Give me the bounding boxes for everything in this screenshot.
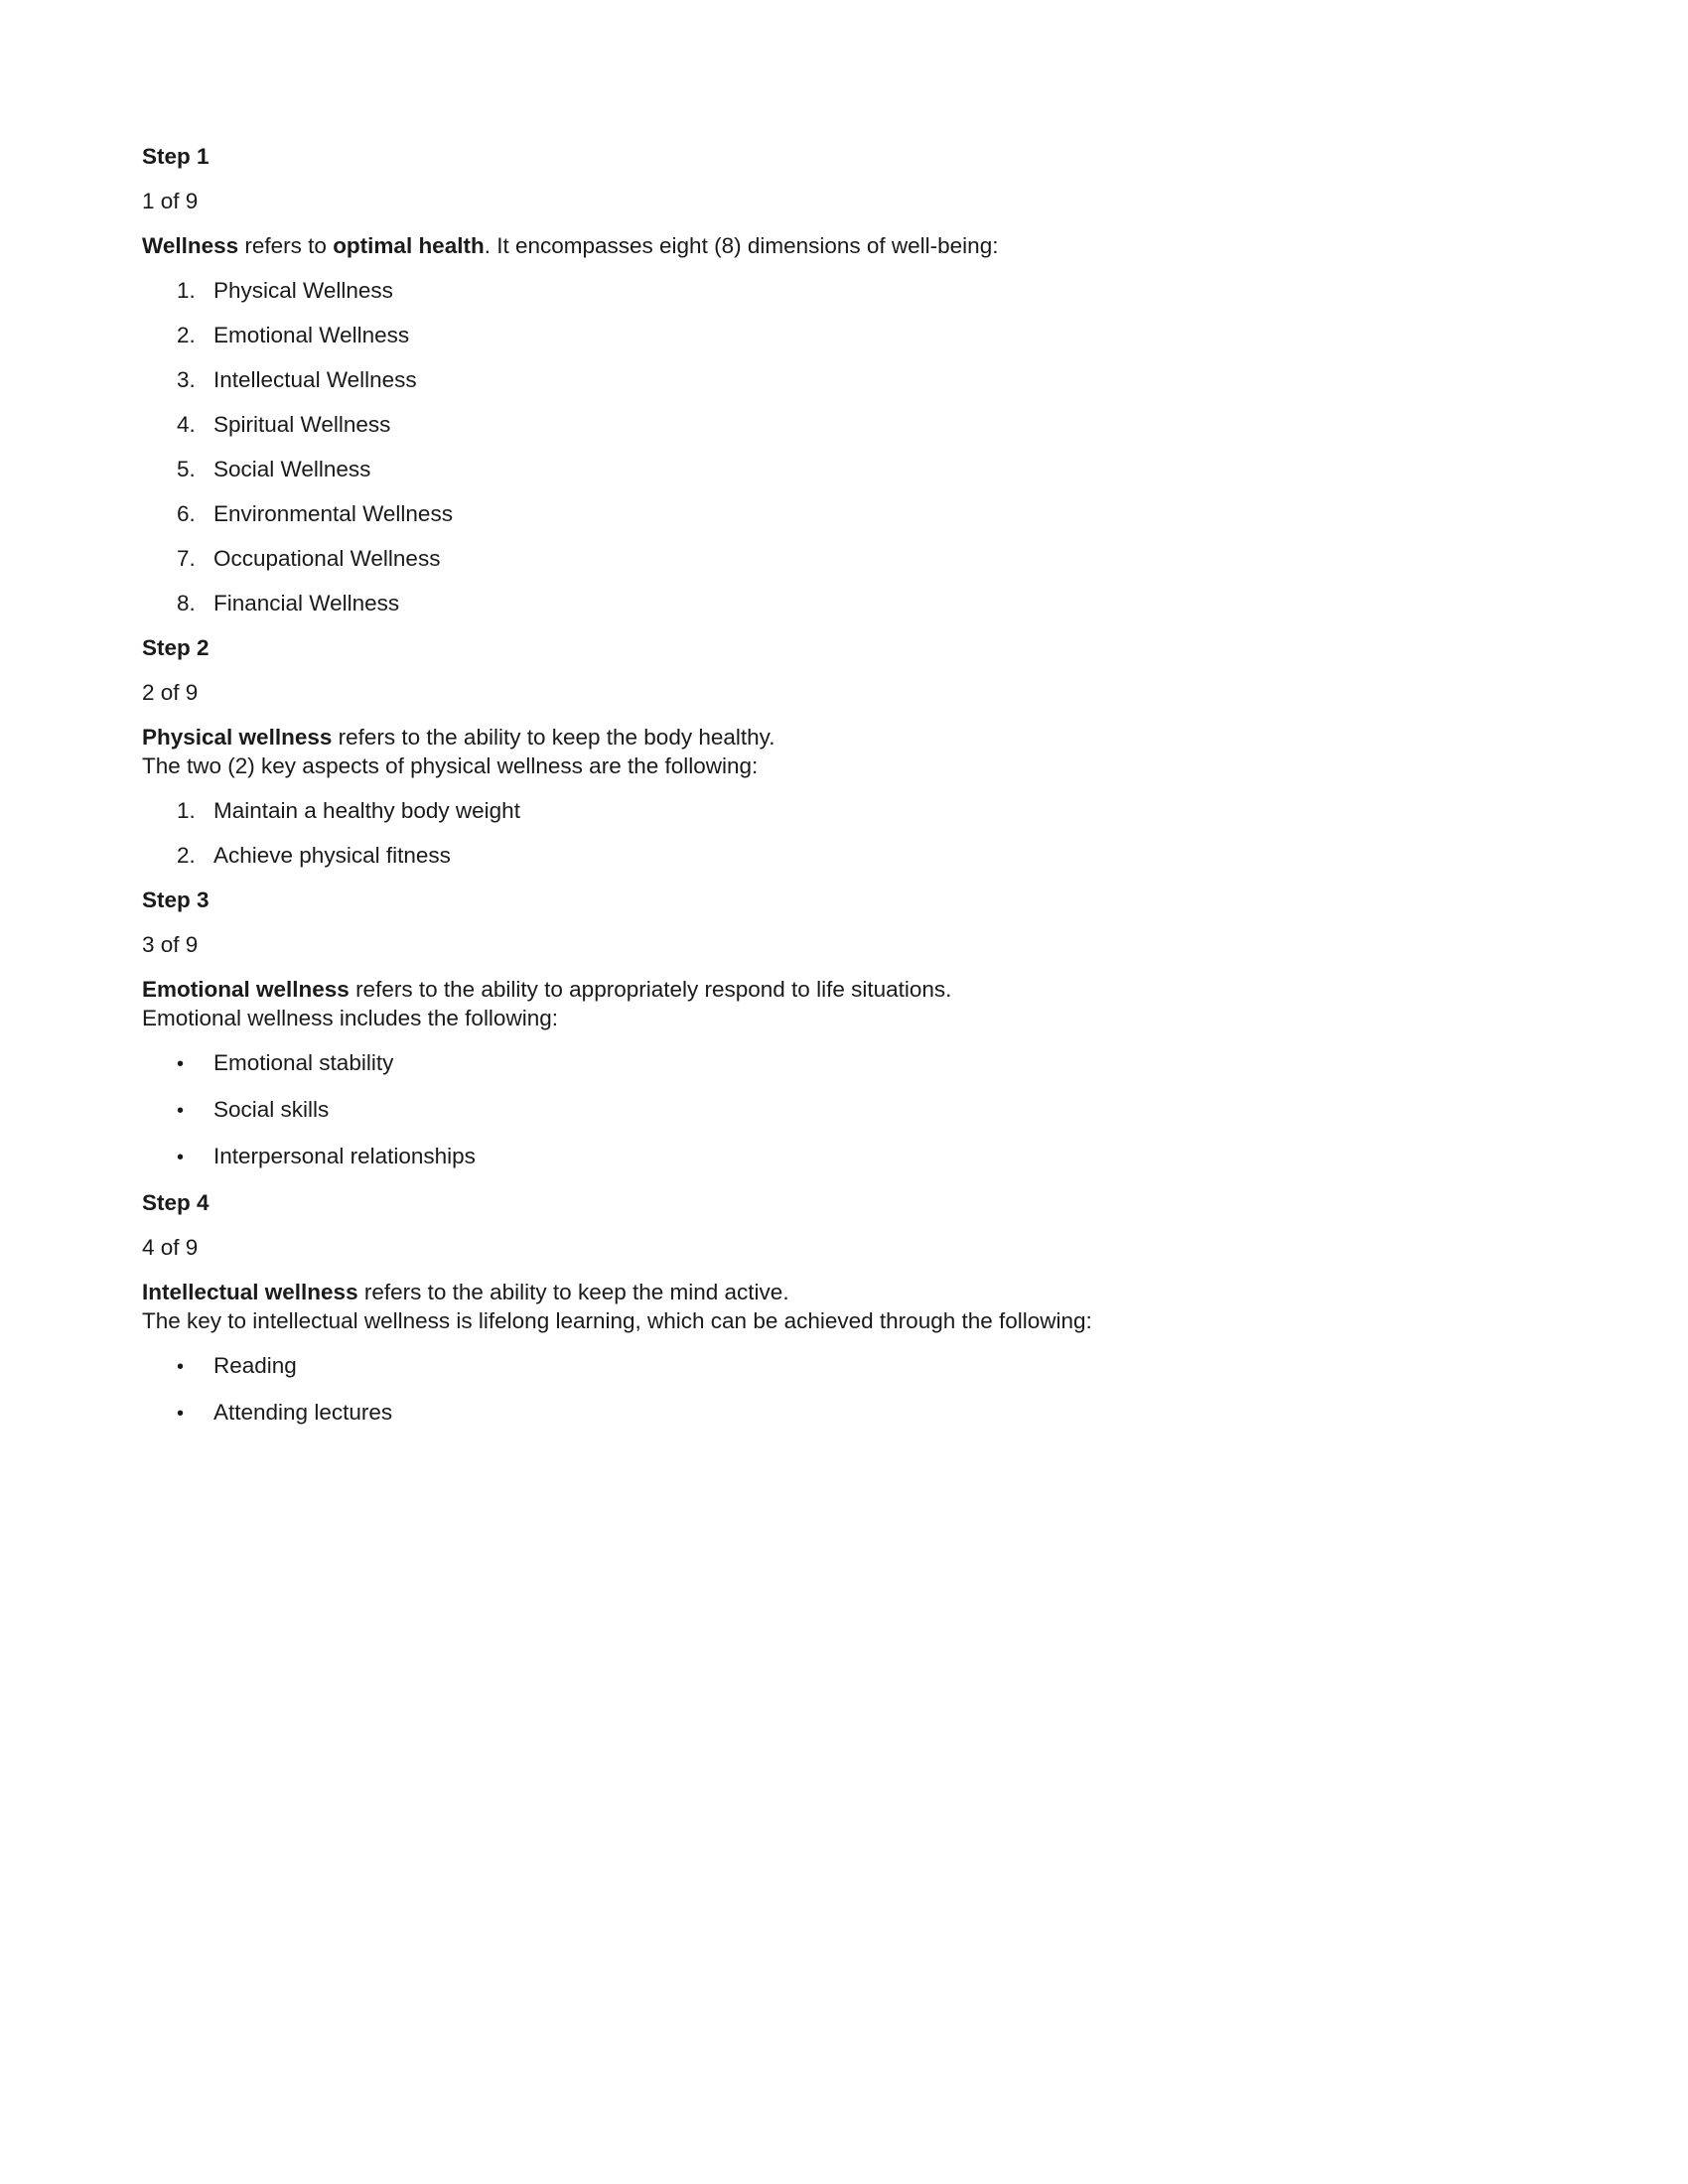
- page-indicator: 1 of 9: [142, 189, 199, 213]
- section-paragraph: [142, 231, 1529, 260]
- text-run: . It encompasses eight (8) dimensions of well-being:: [484, 233, 999, 258]
- section-paragraph: [142, 1278, 1529, 1335]
- list-item-text: Physical Wellness: [213, 278, 393, 303]
- paragraph-line: [142, 975, 1529, 1004]
- list-item-text: Emotional Wellness: [213, 323, 410, 347]
- list-item-text: Social Wellness: [213, 457, 371, 481]
- section-step-1: [142, 142, 1529, 617]
- text-run: refers to the ability to keep the mind active.: [357, 1280, 789, 1304]
- number-marker: 5.: [177, 457, 196, 481]
- bold-text-run: Physical wellness: [142, 725, 333, 750]
- text-run: refers to: [238, 233, 334, 258]
- list-item-text: Maintain a healthy body weight: [213, 798, 520, 823]
- list-item-text: Reading: [213, 1353, 297, 1378]
- list-item: [142, 1398, 1529, 1429]
- list-item: [142, 410, 1529, 439]
- text-run: The two (2) key aspects of physical wellness are the following:: [142, 753, 759, 778]
- list-item: [142, 321, 1529, 349]
- bullet-marker: •: [177, 1053, 185, 1075]
- text-run: The key to intellectual wellness is lifelong learning, which can be achieved through the following:: [142, 1308, 1092, 1333]
- bold-text-run: Emotional wellness: [142, 977, 350, 1002]
- list-item: [142, 589, 1529, 617]
- bullet-marker: •: [177, 1403, 185, 1425]
- list-item-text: Social skills: [213, 1097, 330, 1122]
- number-marker: 2.: [177, 843, 196, 868]
- section-list: [142, 796, 1529, 870]
- list-item: [142, 455, 1529, 483]
- text-run: refers to the ability to keep the body healthy.: [332, 725, 775, 750]
- paragraph-line: [142, 231, 1529, 260]
- list-item: [142, 1142, 1529, 1172]
- number-marker: 1.: [177, 278, 196, 303]
- list-item-text: Emotional stability: [213, 1050, 394, 1075]
- text-run: refers to the ability to appropriately respond to life situations.: [349, 977, 952, 1002]
- list-item: [142, 365, 1529, 394]
- number-marker: 2.: [177, 323, 196, 347]
- paragraph-line: [142, 1278, 1529, 1306]
- paragraph-line: [142, 1004, 1529, 1032]
- bullet-marker: •: [177, 1147, 185, 1168]
- number-marker: 6.: [177, 501, 196, 526]
- list-item: [142, 544, 1529, 573]
- number-marker: 4.: [177, 412, 196, 437]
- step-title: Step 4: [142, 1190, 210, 1215]
- list-item-text: Spiritual Wellness: [213, 412, 391, 437]
- list-item-text: Environmental Wellness: [213, 501, 453, 526]
- section-list: [142, 1048, 1529, 1172]
- section-step-3: [142, 886, 1529, 1172]
- step-title: Step 1: [142, 144, 210, 169]
- paragraph-line: [142, 1306, 1529, 1335]
- bold-text-run: optimal health: [333, 233, 485, 258]
- list-item: [142, 499, 1529, 528]
- list-item-text: Financial Wellness: [213, 591, 400, 615]
- paragraph-line: [142, 751, 1529, 780]
- text-run: Emotional wellness includes the following:: [142, 1006, 558, 1030]
- list-item: [142, 841, 1529, 870]
- list-item-text: Interpersonal relationships: [213, 1144, 476, 1168]
- section-list: [142, 1351, 1529, 1429]
- list-item: [142, 1351, 1529, 1382]
- list-item-text: Achieve physical fitness: [213, 843, 451, 868]
- page-indicator: 3 of 9: [142, 932, 199, 957]
- bullet-marker: •: [177, 1356, 185, 1378]
- page-indicator: 4 of 9: [142, 1235, 199, 1260]
- number-marker: 8.: [177, 591, 196, 615]
- number-marker: 1.: [177, 798, 196, 823]
- list-item: [142, 796, 1529, 825]
- section-step-2: [142, 633, 1529, 870]
- number-marker: 7.: [177, 546, 196, 571]
- paragraph-line: [142, 723, 1529, 751]
- list-item-text: Intellectual Wellness: [213, 367, 417, 392]
- list-item-text: Attending lectures: [213, 1400, 393, 1425]
- step-title: Step 2: [142, 635, 210, 660]
- section-paragraph: [142, 975, 1529, 1032]
- list-item-text: Occupational Wellness: [213, 546, 441, 571]
- list-item: [142, 1095, 1529, 1126]
- page-indicator: 2 of 9: [142, 680, 199, 705]
- section-list: [142, 276, 1529, 617]
- section-step-4: [142, 1188, 1529, 1429]
- step-title: Step 3: [142, 887, 210, 912]
- section-paragraph: [142, 723, 1529, 780]
- list-item: [142, 1048, 1529, 1079]
- number-marker: 3.: [177, 367, 196, 392]
- bold-text-run: Wellness: [142, 233, 239, 258]
- list-item: [142, 276, 1529, 305]
- bullet-marker: •: [177, 1100, 185, 1122]
- bold-text-run: Intellectual wellness: [142, 1280, 358, 1304]
